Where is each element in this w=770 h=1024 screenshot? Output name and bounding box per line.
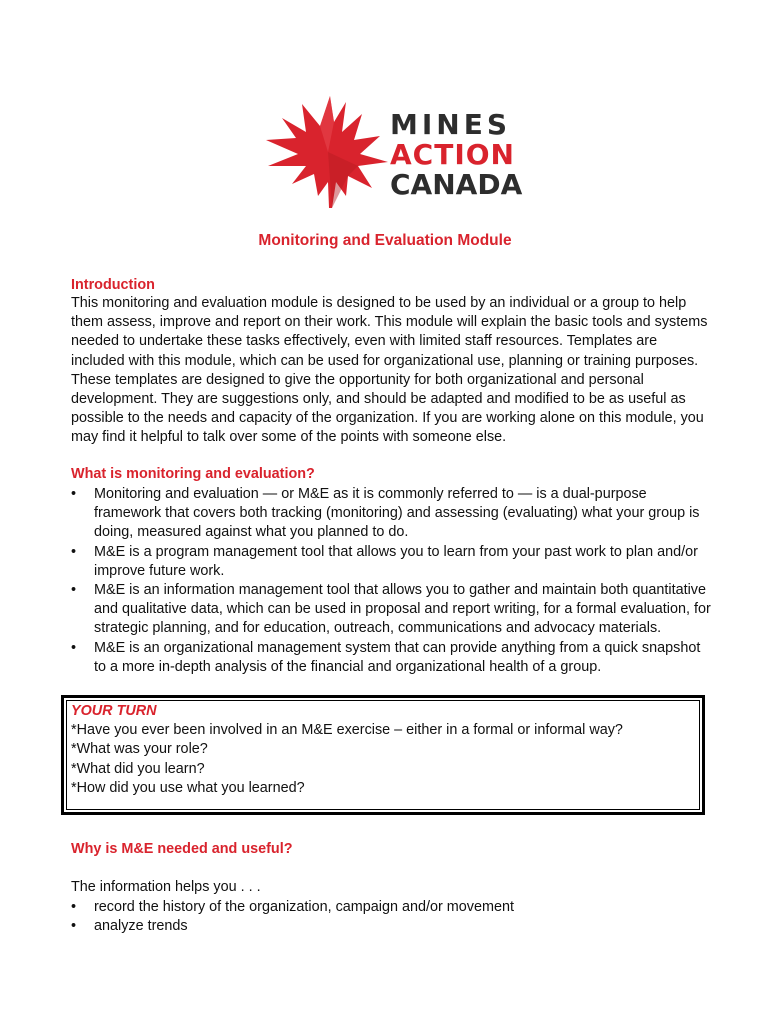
list-item [71,581,711,639]
list-item-text: M&E is an organizational management system that can provide anything from a quick snapshot to a more in-depth analysis of the financial and organizational health of a group. [94,639,701,675]
why-heading: Why is M&E needed and useful? [71,841,293,857]
your-turn-box [61,695,705,815]
your-turn-title: YOUR TURN [71,703,157,719]
bullet-icon: • [71,486,77,502]
what-is-bullet-list [71,485,711,677]
bullet-icon: • [71,543,77,560]
maple-leaf-icon [262,92,392,210]
bullet-icon: • [71,899,77,915]
list-item-text: Monitoring and evaluation — or M&E as it is commonly referred to — is a dual-purpose framework that covers both tracking (monitoring) and assessing (evaluating) what your group is doing, measured against what you planned to do. [94,486,700,541]
bullet-icon: • [71,639,77,656]
list-item-text: M&E is a program management tool that allows you to learn from your past work to plan and/or improve future work. [94,543,698,579]
your-turn-question: *What did you learn? [71,760,205,777]
list-item [71,543,711,581]
logo-word-action: ACTION [390,138,515,171]
introduction-body: This monitoring and evaluation module is designed to be used by an individual or a group to help them assess, improve and report on their work. This module will explain the basic tools and systems needed to undertake these tasks effectively, even with limited staff resources. Templates are included with this module, which can be used for organizational use, planning or training purposes. These templates are designed to give the opportunity for both organizational and personal development. They are suggestions only, and should be adapted and modified to be as useful as possible to the needs and capacity of the organization. If you are working alone on this module, you may find it helpful to talk over some of the points with someone else. [71,295,708,446]
bullet-icon: • [71,582,77,599]
your-turn-question: *How did you use what you learned? [71,779,305,796]
introduction-heading: Introduction [71,277,155,293]
list-item [71,485,711,543]
bullet-icon: • [71,918,77,935]
list-item-text: analyze trends [94,918,188,935]
why-intro: The information helps you . . . [71,879,261,895]
logo-word-mines: MINES [390,108,512,141]
logo-word-canada: CANADA [390,168,523,201]
list-item [71,639,711,677]
your-turn-question: *Have you ever been involved in an M&E exercise – either in a formal or informal way? [71,722,623,739]
page-title: Monitoring and Evaluation Module [258,232,512,249]
logo-wordmark [390,110,522,200]
why-bullet-list [71,898,711,936]
list-item [71,917,711,936]
list-item-text: M&E is an information management tool that allows you to gather and maintain both quantitative and qualitative data, which can be used in proposal and report writing, for a formal evaluation, for strategic planning, and for education, outreach, communications and advocacy materials. [94,582,711,637]
list-item-text: record the history of the organization, campaign and/or movement [94,899,514,915]
your-turn-content [71,702,623,798]
list-item [71,898,711,917]
your-turn-question: *What was your role? [71,741,208,758]
what-is-heading: What is monitoring and evaluation? [71,466,315,482]
mines-action-canada-logo [262,92,523,210]
